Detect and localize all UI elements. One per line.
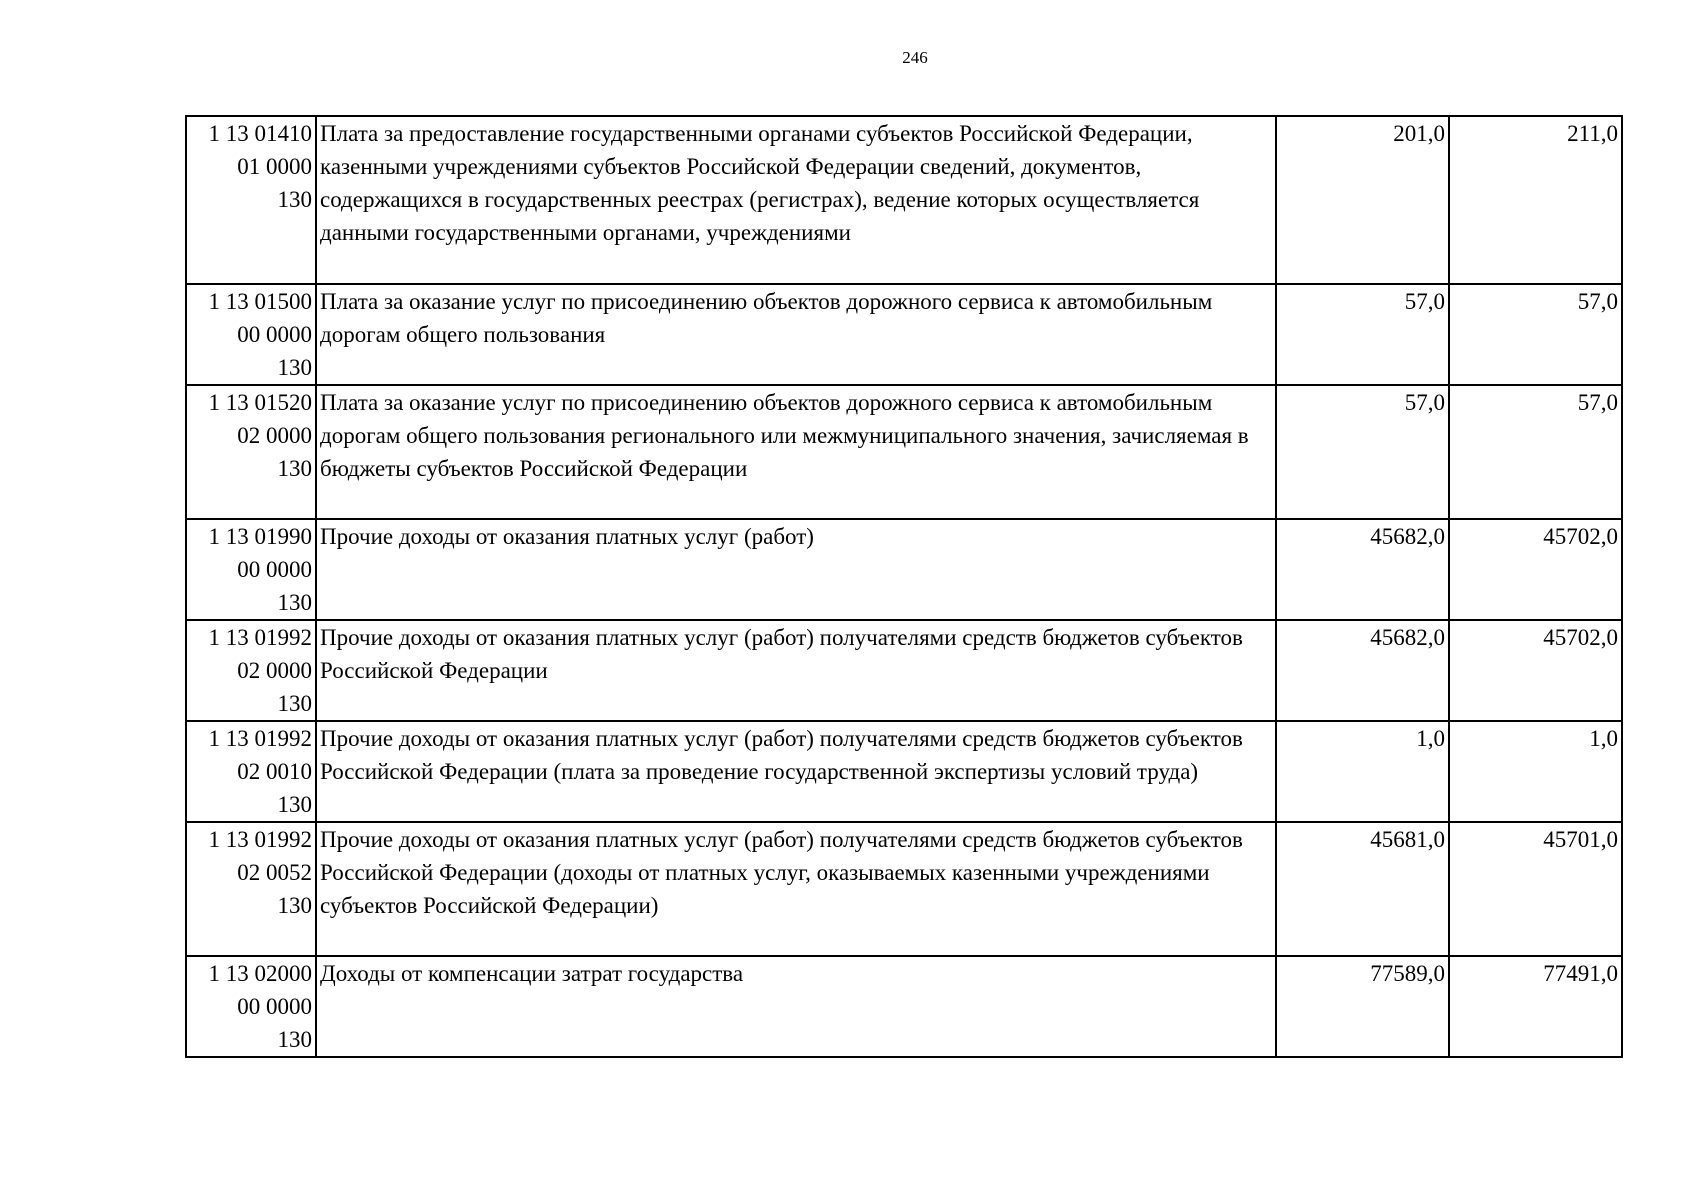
description-cell: Плата за предоставление государственными органами субъектов Российской Федерации, казенными учреждениями субъектов Российской Федерации сведений, документов, содержащихся в государственных реестрах (регистрах), ведение которых осуществляется данными государственными органами, учреждениями bbox=[316, 116, 1276, 284]
table-row bbox=[186, 956, 1622, 1057]
description-cell: Плата за оказание услуг по присоединению объектов дорожного сервиса к автомобильным дорогам общего пользования регионального или межмуниципального значения, зачисляемая в бюджеты субъектов Российской Федерации bbox=[316, 385, 1276, 519]
table-row bbox=[186, 519, 1622, 620]
budget-code-cell: 1 13 01992 02 0000 130 bbox=[186, 620, 316, 721]
description-cell: Прочие доходы от оказания платных услуг (работ) получателями средств бюджетов субъектов Российской Федерации (плата за проведение государственной экспертизы условий труда) bbox=[316, 721, 1276, 822]
description-cell: Доходы от компенсации затрат государства bbox=[316, 956, 1276, 1057]
table-row bbox=[186, 284, 1622, 385]
budget-code-cell: 1 13 01992 02 0052 130 bbox=[186, 822, 316, 956]
page-number: 246 bbox=[902, 48, 928, 67]
table-row bbox=[186, 822, 1622, 956]
value-cell-1: 201,0 bbox=[1276, 116, 1449, 284]
budget-code-cell: 1 13 01990 00 0000 130 bbox=[186, 519, 316, 620]
budget-code-cell: 1 13 02000 00 0000 130 bbox=[186, 956, 316, 1057]
description-cell: Прочие доходы от оказания платных услуг (работ) bbox=[316, 519, 1276, 620]
description-cell: Прочие доходы от оказания платных услуг (работ) получателями средств бюджетов субъектов Российской Федерации (доходы от платных услуг, оказываемых казенными учреждениями субъектов Российской Федерации) bbox=[316, 822, 1276, 956]
table-row bbox=[186, 385, 1622, 519]
value-cell-2: 211,0 bbox=[1449, 116, 1622, 284]
value-cell-1: 45682,0 bbox=[1276, 519, 1449, 620]
value-cell-2: 45702,0 bbox=[1449, 620, 1622, 721]
budget-code-cell: 1 13 01410 01 0000 130 bbox=[186, 116, 316, 284]
value-cell-1: 57,0 bbox=[1276, 284, 1449, 385]
value-cell-2: 1,0 bbox=[1449, 721, 1622, 822]
budget-revenue-table bbox=[185, 115, 1623, 1058]
table-row bbox=[186, 116, 1622, 284]
table-row bbox=[186, 620, 1622, 721]
value-cell-1: 57,0 bbox=[1276, 385, 1449, 519]
budget-code-cell: 1 13 01520 02 0000 130 bbox=[186, 385, 316, 519]
table-row bbox=[186, 721, 1622, 822]
value-cell-2: 45701,0 bbox=[1449, 822, 1622, 956]
budget-code-cell: 1 13 01992 02 0010 130 bbox=[186, 721, 316, 822]
description-cell: Плата за оказание услуг по присоединению объектов дорожного сервиса к автомобильным дорогам общего пользования bbox=[316, 284, 1276, 385]
value-cell-2: 57,0 bbox=[1449, 385, 1622, 519]
value-cell-2: 77491,0 bbox=[1449, 956, 1622, 1057]
value-cell-1: 45681,0 bbox=[1276, 822, 1449, 956]
description-cell: Прочие доходы от оказания платных услуг (работ) получателями средств бюджетов субъектов Российской Федерации bbox=[316, 620, 1276, 721]
value-cell-1: 77589,0 bbox=[1276, 956, 1449, 1057]
value-cell-2: 45702,0 bbox=[1449, 519, 1622, 620]
value-cell-1: 1,0 bbox=[1276, 721, 1449, 822]
budget-code-cell: 1 13 01500 00 0000 130 bbox=[186, 284, 316, 385]
value-cell-2: 57,0 bbox=[1449, 284, 1622, 385]
value-cell-1: 45682,0 bbox=[1276, 620, 1449, 721]
